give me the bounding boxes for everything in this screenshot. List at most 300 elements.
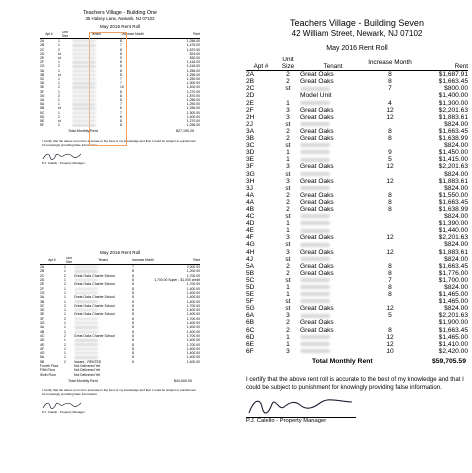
cell-increase: 8 — [120, 98, 122, 103]
cell-tenant: Great Oaks — [300, 234, 334, 242]
cell-increase — [366, 220, 414, 227]
table-row — [246, 227, 468, 234]
cell-apt: 3D — [246, 149, 255, 157]
cell-rent: 1,700.00 Super - $1,000 credit — [154, 278, 200, 283]
cell-tenant — [300, 121, 366, 128]
redacted-tenant-name — [300, 243, 330, 247]
cell-tenant — [300, 277, 366, 284]
cell-increase — [366, 121, 414, 128]
cell-apt: 3C — [40, 77, 45, 82]
cell-increase — [132, 373, 154, 377]
certification-text: I certify that the above rent roll is accurate to the best of my knowledge and that I could be subject to punishment for knowingly providing false information. — [42, 139, 197, 148]
redacted-tenant-name — [74, 300, 98, 302]
cell-apt: 3C — [246, 142, 255, 150]
cell-rent: 1,400.00 — [186, 114, 200, 119]
cell-apt: 5A — [40, 102, 45, 107]
cell-apt: 3C — [40, 303, 45, 308]
rent-roll-building-seven — [246, 6, 468, 468]
cell-increase: 8 — [132, 308, 134, 313]
cell-apt: 3E — [40, 85, 45, 90]
cell-increase: 8 — [120, 72, 122, 77]
cell-apt: 3F — [246, 163, 254, 171]
cell-increase: 7 — [120, 81, 122, 86]
table-row — [246, 199, 468, 206]
cell-rent: $1,410.00 — [438, 340, 468, 348]
cell-size: 1 — [286, 149, 290, 157]
col-size: Unit Size — [58, 31, 72, 39]
cell-apt: 5D — [40, 114, 45, 119]
cell-tenant — [300, 100, 366, 107]
cell-rent: $1,450.00 — [438, 149, 468, 157]
signature — [246, 395, 468, 418]
cell-increase: 8 — [120, 64, 122, 69]
cell-apt: 2D — [246, 92, 255, 100]
col-increase: Increase Month — [120, 31, 146, 39]
cell-apt: Fourth Floor — [40, 364, 59, 369]
cell-apt: 2E — [40, 282, 45, 287]
cell-rent: 1,400.00 — [186, 321, 200, 326]
cell-increase: 8 — [388, 191, 392, 199]
cell-size: 2 — [58, 85, 60, 90]
cell-increase — [366, 185, 414, 192]
cell-size: 2 — [58, 93, 60, 98]
cell-size: 1 — [64, 269, 66, 274]
cell-rent: 1,700.00 — [186, 303, 200, 308]
cell-size: 1 — [64, 312, 66, 317]
cell-increase: 8 — [120, 89, 122, 94]
cell-apt: 5D — [246, 284, 255, 291]
cell-tenant: Great Oaks — [300, 262, 334, 270]
cell-size: 1 — [286, 99, 290, 107]
cell-rent: $824.00 — [444, 241, 468, 249]
cell-increase: 8 — [388, 71, 392, 79]
redacted-tenant-name — [74, 270, 98, 272]
redacted-tenant-name — [72, 82, 96, 84]
cell-rent: $1,465.00 — [438, 298, 468, 306]
cell-increase: 8 — [132, 299, 134, 304]
cell-increase: 7 — [388, 276, 392, 284]
signature — [40, 400, 200, 410]
cell-size: 1 — [64, 355, 66, 360]
table-row — [246, 327, 468, 334]
cell-apt: 4E — [40, 342, 45, 347]
cell-rent: $1,883.61 — [438, 248, 468, 256]
cell-apt: 3B — [40, 72, 45, 77]
cell-size: 3 — [286, 163, 290, 171]
certification-text: I certify that the above rent roll is accurate to the best of my knowledge and that I could be subject to punishment for knowingly providing false information. — [42, 387, 197, 396]
cell-size: 1 — [58, 60, 60, 65]
cell-rent: $1,900.00 — [438, 319, 468, 327]
cell-apt: 3A — [246, 127, 255, 135]
cell-rent: $824.00 — [444, 305, 468, 313]
cell-increase: 8 — [132, 316, 134, 321]
cell-apt: 5E — [40, 119, 45, 124]
redacted-tenant-name — [72, 107, 96, 109]
redacted-tenant-name — [300, 342, 330, 346]
cell-size: 1 — [64, 338, 66, 343]
cell-rent: 1,700.00 — [186, 282, 200, 287]
redacted-tenant-name — [74, 322, 98, 324]
cell-tenant: Not Delivered Yet — [74, 372, 101, 377]
table-row — [246, 206, 468, 213]
cell-increase: 8 — [120, 119, 122, 124]
cell-rent: $1,638.99 — [438, 135, 468, 143]
col-tenant: Tenant — [300, 57, 366, 71]
cell-increase: 8 — [388, 284, 392, 291]
col-tenant: Tenant — [72, 31, 120, 39]
cell-increase — [366, 298, 414, 305]
cell-apt: 2B — [246, 78, 255, 86]
cell-size: 1 — [58, 110, 60, 115]
cell-rent: $800.00 — [444, 85, 468, 93]
cell-tenant: Great Oaks Charter School — [74, 282, 115, 287]
cell-size: 1 — [58, 102, 60, 107]
total-value: $59,705.59 — [431, 357, 466, 365]
cell-size: 3 — [286, 312, 290, 320]
cell-tenant: Great Oaks — [300, 113, 334, 121]
cell-increase: 8 — [132, 278, 134, 283]
cell-increase: 8 — [132, 321, 134, 326]
table-row — [246, 312, 468, 319]
cell-rent: 1,256.00 — [186, 39, 200, 44]
cell-rent: 1,870.00 — [186, 93, 200, 98]
cell-rent: 1,400.00 — [186, 359, 200, 364]
cell-increase: 8 — [132, 338, 134, 343]
cell-tenant — [300, 256, 366, 263]
cell-increase — [366, 92, 414, 99]
cell-increase: 8 — [132, 342, 134, 347]
cell-rent: $2,201.63 — [438, 163, 468, 171]
redacted-tenant-name — [300, 158, 330, 162]
cell-rent: 1,400.00 — [186, 308, 200, 313]
cell-size: 3 — [286, 248, 290, 256]
table-row — [246, 100, 468, 107]
cell-size: 1 — [286, 340, 290, 348]
table-row — [246, 142, 468, 149]
cell-rent: $1,440.00 — [438, 227, 468, 235]
cell-size: 2 — [64, 273, 66, 278]
redacted-tenant-name — [300, 349, 330, 353]
redacted-tenant-name — [72, 116, 96, 118]
table-row — [246, 263, 468, 270]
redacted-tenant-name — [300, 299, 330, 303]
cell-increase: 8 — [388, 135, 392, 143]
table-row — [246, 213, 468, 220]
cell-size: 1 — [64, 278, 66, 283]
cell-apt: Sixth Floor — [40, 372, 57, 377]
cell-rent: 1,870.00 — [186, 47, 200, 52]
cell-apt: 4F — [40, 346, 44, 351]
rent-roll-building-one — [40, 8, 200, 186]
table-row — [246, 163, 468, 170]
rent-roll-table — [40, 257, 200, 377]
table-row — [246, 341, 468, 348]
cell-rent: $1,776.00 — [438, 269, 468, 277]
cell-apt: 5G — [246, 305, 255, 313]
cell-size: 1 — [64, 346, 66, 351]
cell-apt: 2J — [246, 120, 253, 128]
cell-apt: 5C — [246, 276, 255, 284]
cell-rent: 1,400.00 — [186, 355, 200, 360]
cell-rent: 1,400.00 — [186, 299, 200, 304]
cell-apt: 4C — [246, 213, 255, 221]
cell-size: 1 — [64, 265, 66, 270]
cell-apt: 4J — [246, 255, 253, 263]
cell-tenant — [300, 85, 366, 92]
cell-size — [64, 373, 74, 377]
cell-rent: 1,700.00 — [186, 273, 200, 278]
cell-apt: 3D — [40, 308, 45, 313]
cell-tenant — [300, 241, 366, 248]
cell-rent: 1,475.00 — [186, 43, 200, 48]
redacted-tenant-name — [74, 352, 98, 354]
cell-size: st — [285, 142, 291, 150]
total-label: Total Monthly Rent — [68, 378, 98, 383]
redacted-tenant-name — [300, 292, 330, 296]
total-label: Total Monthly Rent — [312, 357, 373, 365]
cell-size: 1 — [64, 325, 66, 330]
rent-roll-table — [246, 57, 468, 355]
cell-increase: 8 — [132, 351, 134, 356]
cell-increase: 8 — [132, 286, 134, 291]
table-row — [246, 107, 468, 114]
cell-tenant — [300, 149, 366, 156]
table-row — [246, 171, 468, 178]
cell-rent: $2,201.63 — [438, 106, 468, 114]
cell-rent: 1,256.00 — [186, 72, 200, 77]
cell-size: 1 — [58, 43, 60, 48]
cell-increase: 12 — [386, 163, 394, 171]
cell-increase: 12 — [386, 113, 394, 121]
cell-tenant: Great Oaks — [300, 78, 334, 86]
cell-size: 1 — [64, 329, 66, 334]
cell-rent: 1,256.00 — [186, 106, 200, 111]
cell-apt: 2B — [40, 269, 45, 274]
signature-caption: P.J. Calello - Property Manager — [42, 161, 85, 166]
cell-size: 1 — [286, 227, 290, 235]
cell-increase: 7 — [120, 110, 122, 115]
cell-apt: 3F — [40, 89, 44, 94]
redacted-tenant-name — [72, 124, 96, 126]
cell-increase: 8 — [388, 262, 392, 270]
cell-increase: 8 — [132, 355, 134, 360]
redacted-tenant-name — [72, 44, 96, 46]
cell-apt: 2D — [40, 51, 45, 56]
cell-increase: 8 — [388, 198, 392, 206]
cell-apt: 4B — [40, 329, 45, 334]
cell-size: 2 — [286, 135, 290, 143]
table-row — [246, 178, 468, 185]
cell-increase: 8 — [120, 51, 122, 56]
cell-rent: 1,300.00 — [186, 81, 200, 86]
cell-increase — [366, 213, 414, 220]
redacted-tenant-name — [72, 103, 96, 105]
cell-size: 3 — [286, 347, 290, 355]
cell-apt: 2E — [40, 56, 45, 60]
cell-apt: 2A — [246, 71, 255, 79]
cell-rent: 1,270.00 — [186, 89, 200, 94]
cell-rent: 1,256.00 — [186, 68, 200, 73]
cell-rent: $2,201.63 — [438, 312, 468, 320]
cell-rent: 1,400.00 — [186, 346, 200, 351]
cell-increase: 8 — [132, 269, 134, 274]
cell-increase: 5 — [388, 312, 392, 320]
cell-size: 2 — [286, 127, 290, 135]
cell-apt: 3J — [246, 184, 253, 192]
redacted-tenant-name — [72, 49, 96, 51]
cell-tenant: Model Unit — [300, 92, 332, 100]
redacted-tenant-name — [300, 335, 330, 339]
cell-size: 1 — [58, 123, 60, 128]
cell-tenant: Great Oaks — [300, 163, 334, 171]
cell-size: st — [58, 72, 61, 77]
cell-tenant: Great Oaks — [300, 71, 334, 79]
col-size: Unit Size — [65, 257, 73, 264]
cell-size: 1 — [64, 321, 66, 326]
cell-increase: 8 — [388, 78, 392, 86]
cell-increase: 8 — [132, 329, 134, 334]
cell-apt: 3A — [40, 68, 45, 73]
cell-size: 1 — [286, 291, 290, 299]
cell-increase: 12 — [386, 305, 394, 313]
cell-rent: $824.00 — [444, 284, 468, 291]
table-row — [246, 291, 468, 298]
redacted-tenant-name — [72, 91, 96, 93]
cell-size: 2 — [286, 326, 290, 334]
cell-size: st — [58, 106, 61, 111]
cell-rent: 1,250.00 — [186, 77, 200, 82]
cell-tenant: Great Oaks — [300, 177, 334, 185]
cell-rent — [154, 373, 200, 377]
cell-apt: 3B — [40, 299, 45, 304]
cell-rent: 1,416.00 — [186, 60, 200, 65]
cell-increase: 8 — [120, 114, 122, 119]
cell-rent: $1,883.61 — [438, 113, 468, 121]
cell-tenant — [300, 334, 366, 341]
cell-apt: 2F — [40, 286, 44, 291]
cell-size: st — [285, 305, 291, 313]
cell-size: st — [285, 213, 291, 221]
cell-increase: 8 — [120, 123, 122, 128]
cell-apt: 5B — [40, 106, 45, 111]
cell-tenant — [300, 348, 366, 355]
total-label: Total Monthly Rent — [68, 129, 98, 134]
cell-increase: 9 — [388, 149, 392, 157]
cell-rent: $1,638.99 — [438, 205, 468, 213]
cell-size: 1 — [286, 220, 290, 228]
cell-increase: 7 — [120, 43, 122, 48]
cell-apt: 4A — [40, 325, 45, 330]
cell-increase — [366, 319, 414, 326]
cell-rent: 1,256.00 — [186, 123, 200, 128]
cell-tenant: Great Oaks Charter School — [74, 333, 115, 338]
cell-size: 2 — [64, 316, 66, 321]
table-row — [246, 85, 468, 92]
cell-tenant: Great Oaks — [300, 198, 334, 206]
cell-apt: 5A — [246, 262, 255, 270]
cell-tenant — [300, 171, 366, 178]
cell-rent: $824.00 — [444, 120, 468, 128]
cell-increase: 8 — [120, 106, 122, 111]
cell-rent: 830.00 — [189, 56, 200, 60]
cell-size: 2 — [64, 359, 66, 364]
document-subtitle: May 2016 Rent Roll — [99, 250, 141, 255]
cell-increase: 9 — [120, 56, 122, 60]
cell-apt: 4G — [246, 241, 255, 249]
cell-size: st — [285, 170, 291, 178]
cell-tenant: Great Oaks — [300, 106, 334, 114]
cell-increase: 12 — [386, 106, 394, 114]
cell-apt: 5B — [246, 269, 255, 277]
cell-tenant: Great Oaks Charter School — [74, 303, 115, 308]
cell-tenant: Great Oaks Charter School — [74, 295, 115, 300]
cell-size: 2 — [64, 342, 66, 347]
cell-apt: 2F — [40, 60, 44, 65]
cell-size: 2 — [64, 303, 66, 308]
document-address: 42 William Street, Newark, NJ 07102 — [291, 29, 423, 38]
cell-size: 3 — [286, 113, 290, 121]
cell-apt: 5F — [40, 123, 44, 128]
cell-size: 2 — [286, 78, 290, 86]
redacted-tenant-name — [72, 61, 96, 63]
cell-apt: Fifth Floor — [40, 368, 56, 373]
table-row — [246, 149, 468, 156]
cell-increase: 8 — [120, 39, 122, 44]
cell-increase: 8 — [132, 325, 134, 330]
redacted-tenant-name — [300, 285, 330, 289]
table-row — [246, 114, 468, 121]
cell-increase: 8 — [120, 93, 122, 98]
cell-rent: 1,250.00 — [186, 102, 200, 107]
cell-apt: 3G — [40, 93, 45, 98]
redacted-tenant-name — [300, 143, 330, 147]
cell-tenant — [300, 341, 366, 348]
cell-rent: 1,256.00 — [186, 98, 200, 103]
cell-tenant — [300, 220, 366, 227]
cell-tenant — [300, 156, 366, 163]
redacted-tenant-name — [300, 87, 330, 91]
cell-increase: 8 — [132, 312, 134, 317]
redacted-tenant-name — [72, 95, 96, 97]
cell-rent: 1,400.00 — [186, 338, 200, 343]
cell-rent: $824.00 — [444, 213, 468, 221]
cell-size: st — [285, 184, 291, 192]
table-row — [246, 234, 468, 241]
cell-rent: 1,400.00 — [186, 351, 200, 356]
cell-size: 1 — [64, 295, 66, 300]
col-increase: Increase Month — [132, 257, 154, 265]
table-row — [246, 128, 468, 135]
table-row — [246, 220, 468, 227]
table-row — [246, 256, 468, 263]
table-row — [246, 78, 468, 85]
cell-size: st — [58, 119, 61, 124]
table-row — [246, 241, 468, 248]
cell-tenant: Great Oaks — [300, 305, 334, 313]
cell-size: 2 — [58, 64, 60, 69]
signature-caption: P.J. Calello - Property Manager — [246, 418, 327, 425]
cell-tenant: Great Oaks — [300, 205, 334, 213]
cell-tenant — [300, 291, 366, 298]
cell-size: 1 — [58, 98, 60, 103]
cell-apt: 2C — [40, 273, 45, 278]
cell-rent: $2,420.00 — [438, 347, 468, 355]
table-row — [246, 277, 468, 284]
rent-roll-page-two — [40, 236, 200, 468]
col-rent: Rent — [414, 57, 468, 71]
table-row — [246, 92, 468, 99]
cell-size: 2 — [64, 333, 66, 338]
